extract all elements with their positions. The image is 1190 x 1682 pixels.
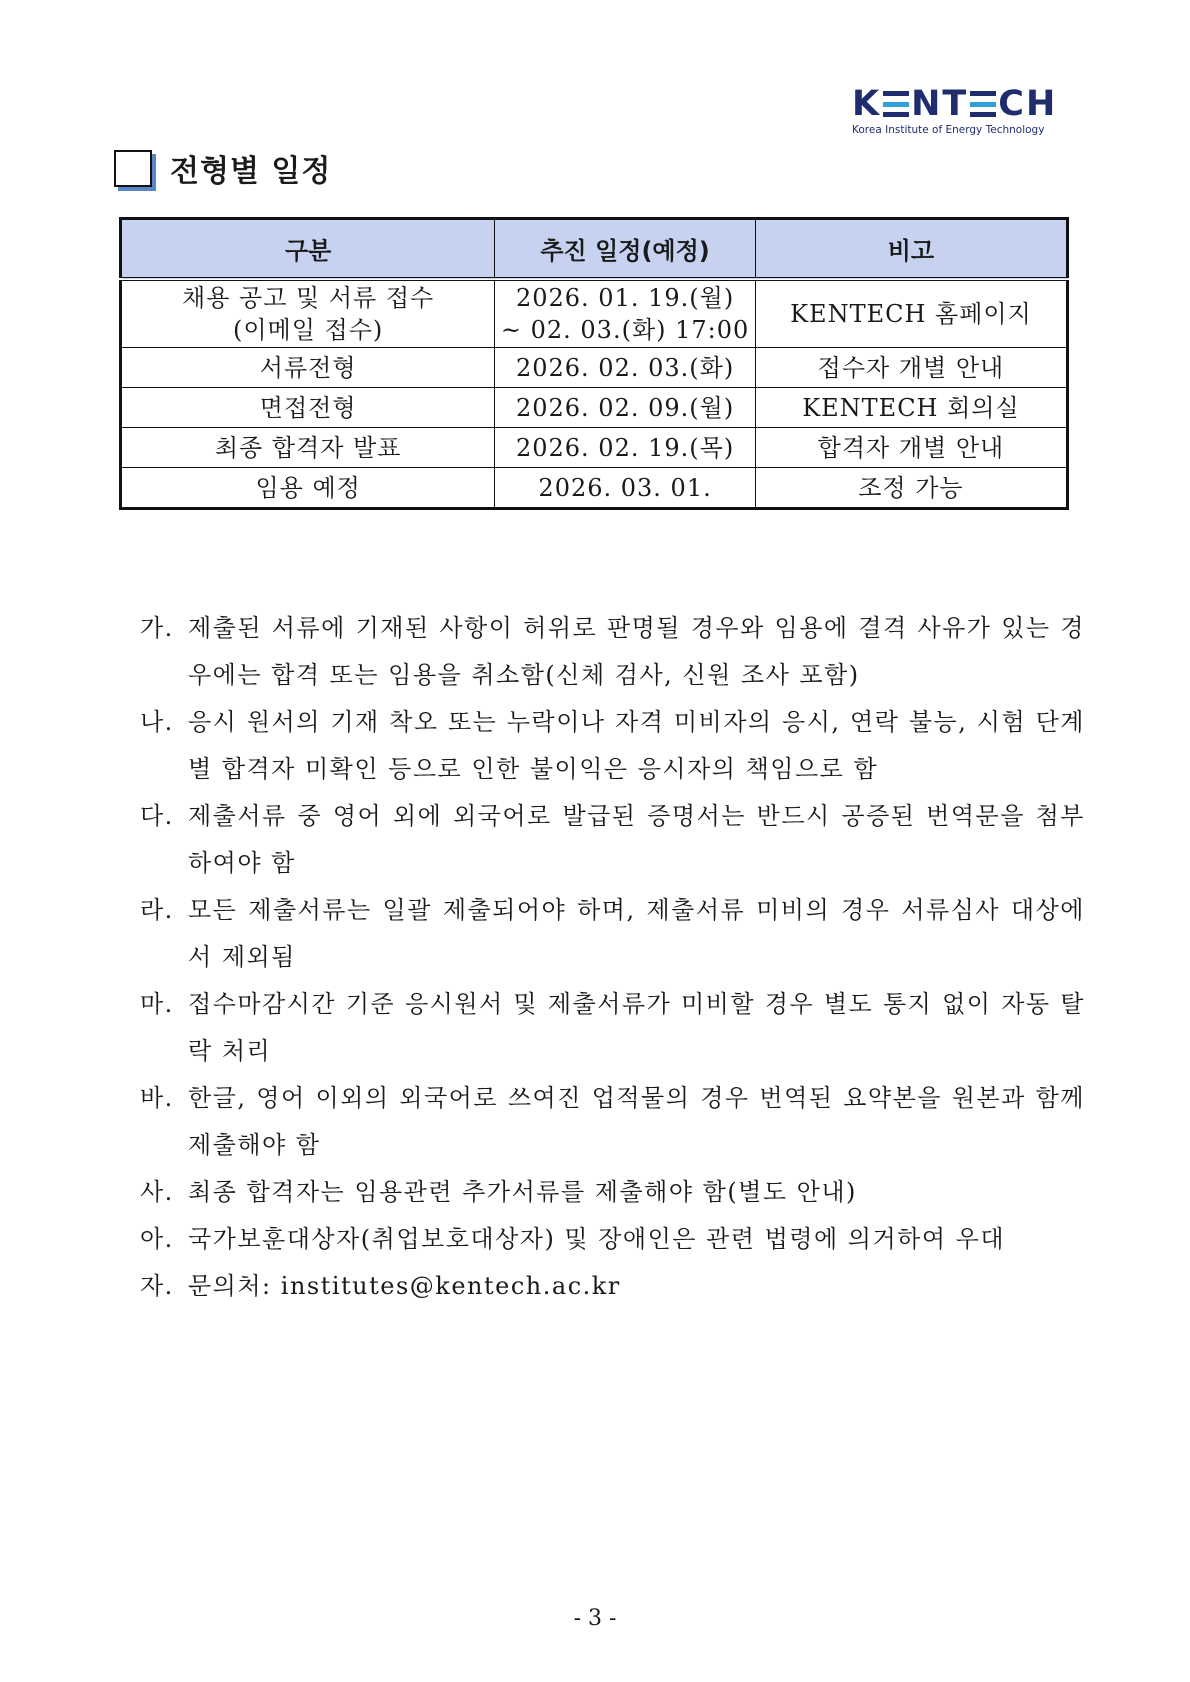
logo-wordmark: K NT CH <box>852 84 1058 124</box>
table-cell: 2026. 03. 01. <box>495 468 756 509</box>
item-marker: 다. <box>140 802 174 830</box>
table-row <box>121 388 1068 428</box>
page-number: - 3 - <box>573 1606 617 1631</box>
table-row <box>121 279 1068 348</box>
table-cell: 조정 가능 <box>755 468 1067 509</box>
table-row <box>121 468 1068 509</box>
item-marker: 가. <box>140 614 174 642</box>
cell-line: 채용 공고 및 서류 접수 <box>182 284 435 312</box>
item-marker: 바. <box>140 1084 174 1112</box>
header-cell: 비고 <box>755 219 1067 280</box>
item-text: 모든 제출서류는 일괄 제출되어야 하며, 제출서류 미비의 경우 서류심사 대상에서 제외됨 <box>188 896 1085 971</box>
item-text: 최종 합격자는 임용관련 추가서류를 제출해야 함(별도 안내) <box>188 1178 857 1206</box>
item-marker: 자. <box>140 1272 174 1300</box>
header-cell: 구분 <box>121 219 495 280</box>
cell-line: ~ 02. 03.(화) 17:00 <box>500 316 750 344</box>
item-marker: 사. <box>140 1178 174 1206</box>
list-item <box>140 1169 1085 1216</box>
contact-email[interactable]: 문의처: institutes@kentech.ac.kr <box>188 1272 621 1300</box>
cell-line: (이메일 접수) <box>233 316 384 344</box>
list-item <box>140 605 1085 699</box>
item-text: 응시 원서의 기재 착오 또는 누락이나 자격 미비자의 응시, 연락 불능, 시험 단계별 합격자 미확인 등으로 인한 불이익은 응시자의 책임으로 함 <box>188 708 1085 783</box>
table-cell: KENTECH 홈페이지 <box>755 279 1067 348</box>
table-cell: 2026. 02. 09.(월) <box>495 388 756 428</box>
list-item <box>140 1075 1085 1169</box>
table-cell <box>495 279 756 348</box>
header-cell: 추진 일정(예정) <box>495 219 756 280</box>
table-cell: 면접전형 <box>121 388 495 428</box>
item-text: 한글, 영어 이외의 외국어로 쓰여진 업적물의 경우 번역된 요약본을 원본과 함께 제출해야 함 <box>188 1084 1085 1159</box>
section-heading <box>114 146 331 190</box>
table-cell <box>121 279 495 348</box>
item-marker: 아. <box>140 1225 174 1253</box>
table-row <box>121 348 1068 388</box>
logo-e-mark <box>970 91 996 117</box>
table-cell: 접수자 개별 안내 <box>755 348 1067 388</box>
list-item <box>140 699 1085 793</box>
table-row <box>121 428 1068 468</box>
item-text: 제출된 서류에 기재된 사항이 허위로 판명될 경우와 임용에 결격 사유가 있는 경우에는 합격 또는 임용을 취소함(신체 검사, 신원 조사 포함) <box>188 614 1085 689</box>
table-cell: 합격자 개별 안내 <box>755 428 1067 468</box>
item-marker: 나. <box>140 708 174 736</box>
list-item <box>140 793 1085 887</box>
section-box-icon <box>114 150 152 187</box>
item-text: 제출서류 중 영어 외에 외국어로 발급된 증명서는 반드시 공증된 번역문을 첨부하여야 함 <box>188 802 1085 877</box>
table-cell: 2026. 02. 19.(목) <box>495 428 756 468</box>
item-text: 국가보훈대상자(취업보호대상자) 및 장애인은 관련 법령에 의거하여 우대 <box>188 1225 1006 1253</box>
logo-e-mark <box>883 91 909 117</box>
table-cell: 2026. 02. 03.(화) <box>495 348 756 388</box>
table-cell: 최종 합격자 발표 <box>121 428 495 468</box>
kentech-logo <box>852 86 1070 136</box>
table-header-row <box>121 219 1068 280</box>
table-cell: 서류전형 <box>121 348 495 388</box>
table-cell: 임용 예정 <box>121 468 495 509</box>
item-marker: 라. <box>140 896 174 924</box>
cell-line: 2026. 01. 19.(월) <box>515 284 735 312</box>
item-marker: 마. <box>140 990 174 1018</box>
list-item <box>140 887 1085 981</box>
list-item <box>140 1216 1085 1263</box>
notes-list <box>140 605 1085 1310</box>
list-item <box>140 981 1085 1075</box>
table-cell: KENTECH 회의실 <box>755 388 1067 428</box>
list-item <box>140 1263 1085 1310</box>
item-text: 접수마감시간 기준 응시원서 및 제출서류가 미비할 경우 별도 통지 없이 자동 탈락 처리 <box>188 990 1085 1065</box>
schedule-table <box>119 217 1069 510</box>
logo-subtitle: Korea Institute of Energy Technology <box>852 124 1045 136</box>
section-title: 전형별 일정 <box>170 154 332 189</box>
